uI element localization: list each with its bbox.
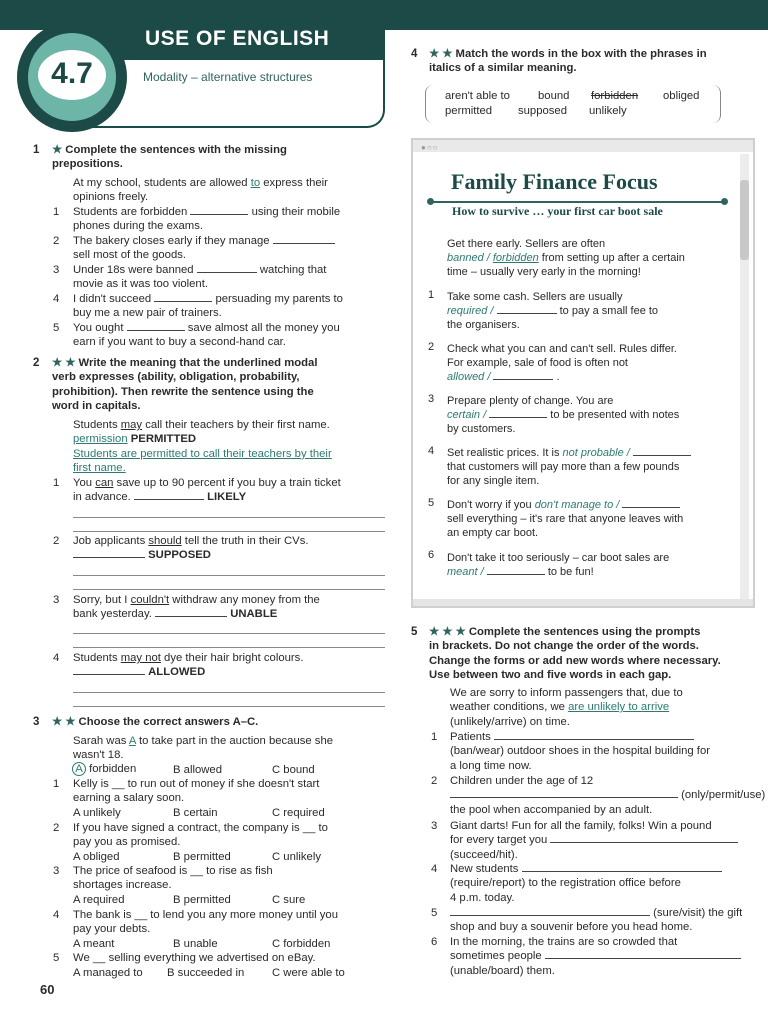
option-c[interactable]: C forbidden [272,938,331,950]
answer-blank[interactable] [493,370,553,380]
answer-blank[interactable] [497,304,557,314]
exercise-1-item-4: I didn't succeed persuading my parents to buy me a new pair of trainers. [73,293,343,320]
example-meaning: permission [73,433,128,446]
answer-line[interactable] [73,575,385,576]
exercise-5-item-4: New students (require/report) to the registration office before 4 p.m. today. [450,862,722,905]
answer-blank[interactable] [522,862,722,872]
meaning-blank[interactable] [73,665,145,675]
title-rule [430,201,724,203]
example-option-a[interactable]: A forbidden [72,762,136,776]
option-a[interactable]: A obliged [73,851,120,863]
answer-blank[interactable] [197,263,257,273]
exercise-1-example: At my school, students are allowed to express their opinions freely. [73,177,328,204]
exercise-5-instruction: ★ ★ ★ Complete the sentences using the prompts in brackets. Do not change the order of the words. Change the forms or add new words where necessary. Use between two and five words in each gap. [429,626,721,682]
exercise-3-item-2: If you have signed a contract, the company is __ to pay you as promised. [73,822,328,849]
answer-blank[interactable] [622,498,680,508]
article-item-1: Take some cash. Sellers are usually required / to pay a small fee to the organisers. [447,291,659,331]
item-number: 1 [431,731,438,743]
circled-answer: A [72,762,86,776]
answer-line[interactable] [73,706,385,707]
article-item-5: Don't worry if you don't manage to / sell everything – it's rare that anyone leaves with an empty car boot. [447,499,684,539]
window-controls-icon[interactable]: ●○○ [421,143,439,152]
item-number: 5 [428,497,435,509]
answer-line[interactable] [73,517,385,518]
item-number: 4 [428,445,435,457]
meaning-blank[interactable] [134,490,204,500]
browser-toolbar [413,140,753,152]
exercise-2-example: Students may call their teachers by their first name. permission PERMITTED Students are permitted to call their teachers by their first name. [73,419,332,475]
exercise-1-item-1: Students are forbidden using their mobile phones during the exams. [73,206,341,233]
top-bar [0,0,768,30]
item-number: 2 [53,535,60,547]
answer-blank[interactable] [190,205,248,215]
word-box-item: permitted [445,105,493,117]
article-subtitle: How to survive … your first car boot sale [452,204,663,218]
item-number: 5 [53,952,60,964]
exercise-3-number: 3 [33,716,40,728]
option-c[interactable]: C unlikely [272,851,321,863]
item-number: 2 [431,775,438,787]
exercise-4-instruction: ★ ★ Match the words in the box with the phrases in italics of a similar meaning. [429,48,707,75]
item-number: 4 [53,909,60,921]
answer-blank[interactable] [450,788,678,798]
example-answer: are unlikely to arrive [568,701,670,714]
item-number: 1 [53,778,60,790]
exercise-5-item-1: Patients (ban/wear) outdoor shoes in the hospital building for a long time now. [450,731,710,772]
option-a[interactable]: A unlikely [73,807,121,819]
article-example: Get there early. Sellers are often banned / forbidden from setting up after a certain time – usually very early in the morning! [447,238,685,278]
exercise-1-item-3: Under 18s were banned watching that movie as it was too violent. [73,264,327,291]
item-number: 3 [431,820,438,832]
rule-dot-icon [721,198,728,205]
word-box-item-crossed: forbidden [591,90,639,102]
scrollbar-thumb[interactable] [740,180,749,260]
answer-line[interactable] [73,589,385,590]
page-number: 60 [40,982,55,997]
example-rewrite: Students are permitted to call their teachers by their [73,447,332,460]
item-number: 2 [53,822,60,834]
option-c[interactable]: C required [272,807,325,819]
word-box-item: obliged [663,90,700,102]
word-box-item: aren't able to [445,90,510,102]
exercise-3-example: Sarah was A to take part in the auction because she wasn't 18. [73,735,334,762]
exercise-4-number: 4 [411,48,418,60]
exercise-5-item-6: In the morning, the trains are so crowded that sometimes people (unable/board) them. [450,935,741,978]
exercise-2-instruction: ★ ★ Write the meaning that the underlined modal verb expresses (ability, obligation, probability, prohibition). Then rewrite the sentence using the word in capitals. [52,357,318,413]
exercise-3-item-5: We __ selling everything we advertised on eBay. [73,952,316,964]
item-number: 2 [53,235,60,247]
exercise-3-item-4: The bank is __ to lend you any more money until you pay your debts. [73,909,339,936]
option-b[interactable]: B permitted [173,851,231,863]
answer-blank[interactable] [487,565,545,575]
item-number: 6 [431,936,438,948]
exercise-2-item-3: Sorry, but I couldn't withdraw any money from the bank yesterday. UNABLE [73,594,320,621]
exercise-5-number: 5 [411,626,418,638]
option-c[interactable]: C were able to [272,967,345,979]
exercise-5-item-5: (sure/visit) the gift shop and buy a souvenir before you head home. [450,907,743,934]
item-number: 4 [53,293,60,305]
option-b[interactable]: B permitted [173,894,231,906]
article-item-3: Prepare plenty of change. You are certain / to be presented with notes by customers. [447,395,680,435]
exercise-3-instruction: ★ ★ Choose the correct answers A–C. [52,716,259,728]
option-a[interactable]: A meant [73,938,115,950]
option-a[interactable]: A managed to [73,967,143,979]
exercise-2-number: 2 [33,357,40,369]
exercise-3-item-3: The price of seafood is __ to rise as fish shortages increase. [73,865,273,892]
item-number: 5 [53,322,60,334]
exercise-1-item-5: You ought save almost all the money you earn if you want to buy a second-hand car. [73,322,340,349]
example-answer: to [250,177,261,189]
item-number: 3 [53,594,60,606]
star-icon: ★ ★ [52,716,76,728]
item-number: 4 [431,863,438,875]
answer-blank[interactable] [450,906,650,916]
word-box-item: unlikely [589,105,627,117]
exercise-5-item-2: Children under the age of 12 (only/permit/use) the pool when accompanied by an adult. [450,775,766,816]
exercise-2-item-4: Students may not dye their hair bright colours. ALLOWED [73,652,304,679]
exercise-1-instruction: ★ Complete the sentences with the missing prepositions. [52,144,287,171]
answer-line[interactable] [73,647,385,648]
exercise-3-item-1: Kelly is __ to run out of money if she doesn't start earning a salary soon. [73,778,320,805]
exercise-1-number: 1 [33,144,40,156]
article-item-4: Set realistic prices. It is not probable / that customers will pay more than a few pounds for any single item. [447,446,691,488]
star-icon: ★ ★ ★ [429,626,466,638]
star-icon: ★ [52,144,63,156]
item-number: 2 [428,341,435,353]
answer-line[interactable] [73,531,385,532]
answer-blank[interactable] [494,730,694,740]
answer-blank[interactable] [545,949,741,959]
option-c[interactable]: C sure [272,894,306,906]
item-number: 3 [53,264,60,276]
example-option-b[interactable]: B allowed [173,764,222,776]
item-number: 4 [53,652,60,664]
answer-line[interactable] [73,692,385,693]
header-frame [90,58,385,128]
exercise-2-item-2: Job applicants should tell the truth in their CVs. SUPPOSED [73,535,309,562]
exercise-5-example: We are sorry to inform passengers that, due to weather conditions, we are unlikely to arrive (unlikely/arrive) on time. [450,687,683,728]
section-title: USE OF ENGLISH [145,27,330,50]
exercise-1-item-2: The bakery closes early if they manage sell most of the goods. [73,234,335,263]
star-icon: ★ ★ [429,48,453,60]
meaning-blank[interactable] [73,548,145,558]
option-b[interactable]: B unable [173,938,218,950]
answer-blank[interactable] [633,446,691,456]
exercise-2-item-1: You can save up to 90 percent if you buy a train ticket in advance. LIKELY [73,477,341,504]
word-box-item: bound [538,90,570,102]
answer-blank[interactable] [154,292,212,302]
article-item-2: Check what you can and can't sell. Rules differ. For example, sale of food is often not allowed / . [447,343,677,383]
word-box-item: supposed [518,105,567,117]
article-title: Family Finance Focus [451,169,658,194]
answer-blank[interactable] [273,234,335,244]
item-number: 5 [431,907,438,919]
answer-blank[interactable] [489,408,547,418]
item-number: 3 [428,393,435,405]
option-a[interactable]: A required [73,894,125,906]
item-number: 3 [53,865,60,877]
browser-bottom-bar [413,599,753,606]
meaning-blank[interactable] [155,607,227,617]
answer-blank[interactable] [127,321,185,331]
item-number: 1 [428,289,435,301]
option-b[interactable]: B succeeded in [167,967,245,979]
example-option-c[interactable]: C bound [272,764,315,776]
article-item-6: Don't take it too seriously – car boot sales are meant / to be fun! [447,552,670,578]
item-number: 1 [53,477,60,489]
unit-number: 4.7 [51,57,93,90]
option-b[interactable]: B certain [173,807,218,819]
exercise-5-item-3: Giant darts! Fun for all the family, folks! Win a pound for every target you (succeed/hit). [450,819,738,862]
section-subtitle: Modality – alternative structures [143,70,313,84]
item-number: 6 [428,549,435,561]
star-icon: ★ ★ [52,357,76,369]
answer-blank[interactable] [550,833,738,843]
item-number: 1 [53,206,60,218]
answer-line[interactable] [73,633,385,634]
